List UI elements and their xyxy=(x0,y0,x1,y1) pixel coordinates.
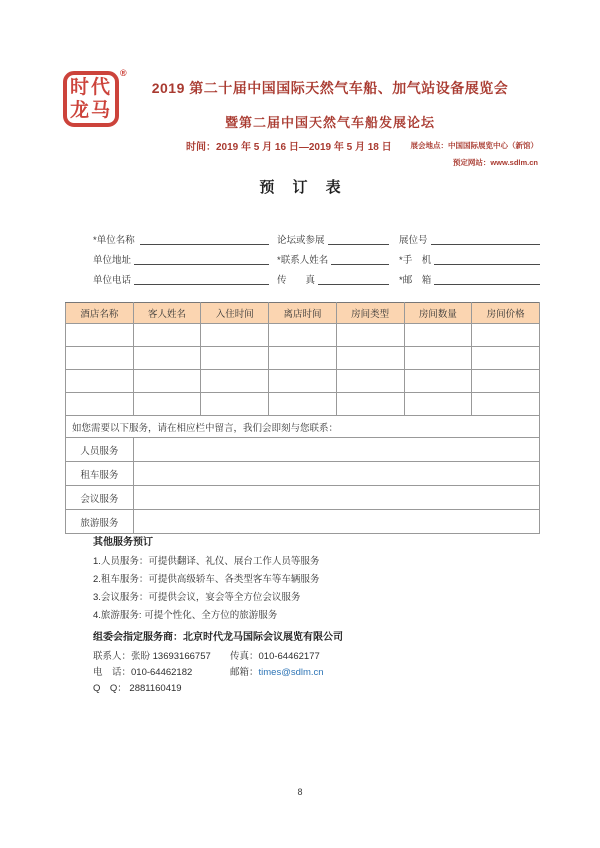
email-link[interactable]: times@sdlm.cn xyxy=(258,667,324,678)
field-fax xyxy=(277,272,389,287)
table-empty-cell xyxy=(66,393,134,416)
organizer-heading: 组委会指定服务商：北京时代龙马国际会议展览有限公司 xyxy=(93,632,343,643)
table-empty-cell xyxy=(133,393,201,416)
field-row xyxy=(93,227,540,247)
field-label: *邮 箱 xyxy=(399,275,432,286)
table-header-row xyxy=(66,303,540,324)
page-number: 8 xyxy=(297,787,303,797)
other-services-section xyxy=(93,533,540,625)
booking-website: 预定网站：www.sdlm.cn xyxy=(452,158,538,167)
field-contact-name xyxy=(277,252,389,267)
service-input-cell xyxy=(133,462,539,486)
service-label-cell: 人员服务 xyxy=(66,438,134,462)
service-label-cell: 租车服务 xyxy=(66,462,134,486)
table-empty-cell xyxy=(269,393,337,416)
field-label: 单位地址 xyxy=(93,255,132,266)
service-description-item: 4.旅游服务: 可提个性化、全方位的旅游服务 xyxy=(93,610,278,621)
service-row xyxy=(66,486,540,510)
field-label: 展位号 xyxy=(399,235,428,246)
field-underline xyxy=(134,283,269,285)
table-empty-cell xyxy=(336,347,404,370)
table-empty-cell xyxy=(472,324,540,347)
contact-line xyxy=(93,665,540,681)
service-input-cell xyxy=(133,486,539,510)
service-label-cell: 会议服务 xyxy=(66,486,134,510)
table-row xyxy=(66,324,540,347)
field-underline xyxy=(318,283,389,285)
seal-text-top: 时代 xyxy=(69,77,112,98)
field-label: *联系人姓名 xyxy=(277,255,329,266)
table-empty-cell xyxy=(66,324,134,347)
table-empty-cell xyxy=(472,393,540,416)
field-underline xyxy=(431,243,540,245)
field-underline xyxy=(434,283,540,285)
venue-info xyxy=(411,137,539,171)
table-empty-cell xyxy=(269,370,337,393)
field-label: 单位电话 xyxy=(93,275,132,286)
qq-number: Q Q： 2881160419 xyxy=(93,683,182,694)
service-input-cell xyxy=(133,510,539,534)
table-empty-cell xyxy=(336,324,404,347)
field-underline xyxy=(140,243,269,245)
field-underline xyxy=(434,263,540,265)
field-label: *单位名称 xyxy=(93,235,138,246)
venue-line: 展会地点：中国国际展览中心（新馆） xyxy=(410,141,538,150)
field-label: 传 真 xyxy=(277,275,316,286)
table-row xyxy=(66,347,540,370)
table-header-cell: 入住时间 xyxy=(201,303,269,324)
contact-line xyxy=(93,681,540,697)
service-row xyxy=(66,438,540,462)
service-note: 如您需要以下服务，请在相应栏中留言，我们会即刻与您联系： xyxy=(66,416,540,438)
email-label: 邮箱： xyxy=(230,667,259,678)
service-description-item: 3.会议服务：可提供会议，宴会等全方位会议服务 xyxy=(93,592,301,603)
phone-number: 电 话：010-64462182 xyxy=(93,667,193,678)
form-title: 预 订 表 xyxy=(259,179,348,196)
hotel-booking-table xyxy=(65,302,540,534)
table-header-cell: 客人姓名 xyxy=(133,303,201,324)
table-empty-cell xyxy=(404,393,472,416)
seal-text-bottom: 龙马 xyxy=(69,100,112,121)
field-label: *手 机 xyxy=(399,255,432,266)
table-empty-cell xyxy=(133,370,201,393)
table-empty-cell xyxy=(66,347,134,370)
field-label: 论坛或参展 xyxy=(277,235,325,246)
table-header-cell: 房间类型 xyxy=(336,303,404,324)
table-empty-cell xyxy=(201,324,269,347)
organizer-contact-section xyxy=(93,628,540,697)
table-empty-cell xyxy=(404,324,472,347)
field-company-phone xyxy=(93,272,269,287)
field-mobile xyxy=(399,252,540,267)
table-empty-cell xyxy=(133,347,201,370)
forum-subtitle: 暨第二届中国天然气车船发展论坛 xyxy=(224,115,435,130)
field-underline xyxy=(134,263,269,265)
service-row xyxy=(66,510,540,534)
table-row xyxy=(66,393,540,416)
table-header-cell: 房间数量 xyxy=(404,303,472,324)
service-description-item: 1.人员服务：可提供翻译、礼仪、展台工作人员等服务 xyxy=(93,556,320,567)
contact-person: 联系人：张盼 13693166757 xyxy=(93,651,211,662)
field-row xyxy=(93,247,540,267)
table-empty-cell xyxy=(201,347,269,370)
seal-stamp-icon xyxy=(63,71,119,127)
service-description-item: 2.租车服务：可提供高级轿车、各类型客车等车辆服务 xyxy=(93,574,320,585)
table-empty-cell xyxy=(133,324,201,347)
table-header-cell: 房间价格 xyxy=(472,303,540,324)
table-row xyxy=(66,370,540,393)
table-empty-cell xyxy=(269,347,337,370)
field-forum-or-exhibit xyxy=(277,232,389,247)
service-input-cell xyxy=(133,438,539,462)
field-company-name xyxy=(93,232,269,247)
registered-trademark-icon: ® xyxy=(120,68,127,78)
fax-number: 传真：010-64462177 xyxy=(230,651,320,662)
contact-line xyxy=(93,649,540,665)
table-empty-cell xyxy=(336,393,404,416)
field-email xyxy=(399,272,540,287)
service-label-cell: 旅游服务 xyxy=(66,510,134,534)
table-empty-cell xyxy=(472,347,540,370)
other-services-heading: 其他服务预订 xyxy=(93,537,153,548)
field-underline xyxy=(328,243,389,245)
table-empty-cell xyxy=(404,347,472,370)
table-header-cell: 酒店名称 xyxy=(66,303,134,324)
table-empty-cell xyxy=(201,393,269,416)
form-fields xyxy=(93,227,540,287)
table-empty-cell xyxy=(336,370,404,393)
table-header-cell: 离店时间 xyxy=(269,303,337,324)
field-underline xyxy=(331,263,389,265)
table-empty-cell xyxy=(66,370,134,393)
note-row xyxy=(66,416,540,438)
field-booth-number xyxy=(399,232,540,247)
service-row xyxy=(66,462,540,486)
table-empty-cell xyxy=(404,370,472,393)
event-date: 时间：2019 年 5 月 16 日—2019 年 5 月 18 日 xyxy=(186,142,392,153)
exhibition-title: 2019 第二十届中国国际天然气车船、加气站设备展览会 xyxy=(151,80,509,96)
table-empty-cell xyxy=(269,324,337,347)
field-company-address xyxy=(93,252,269,267)
table-empty-cell xyxy=(201,370,269,393)
field-row xyxy=(93,267,540,287)
table-empty-cell xyxy=(472,370,540,393)
